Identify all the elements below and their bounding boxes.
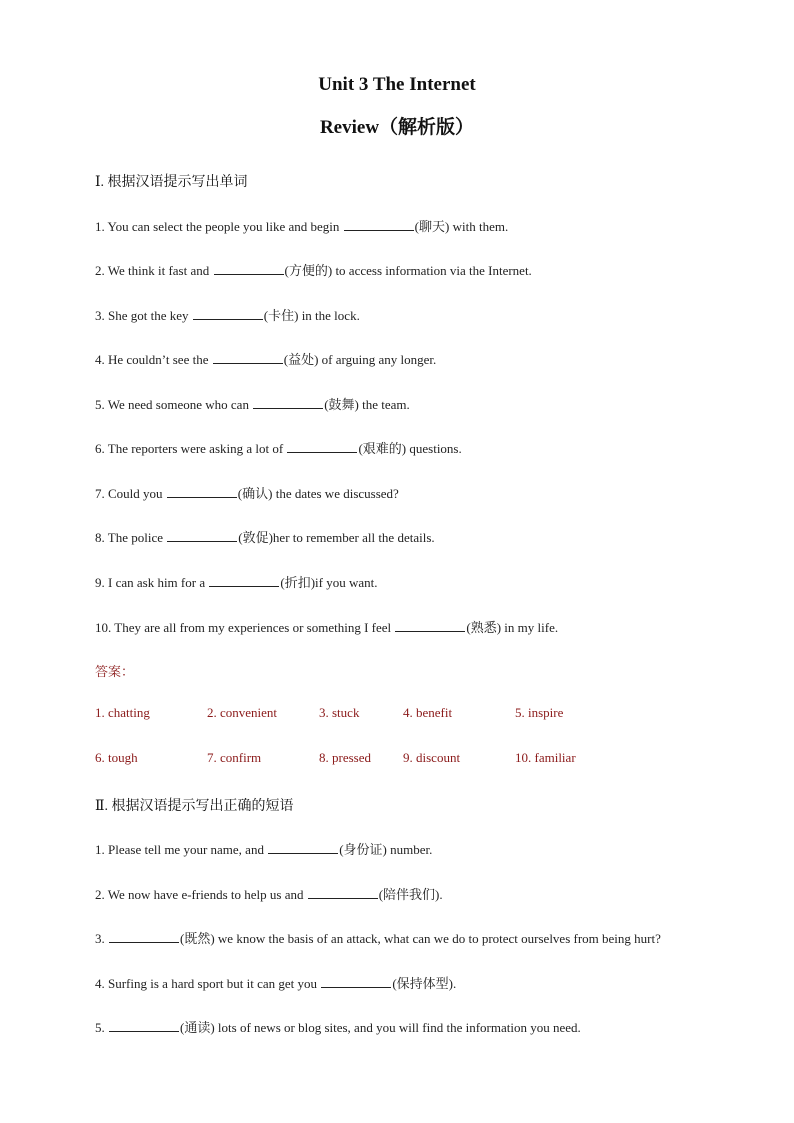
answer-item: 9. discount (403, 750, 461, 765)
question-item (95, 884, 443, 903)
answer-blank[interactable] (167, 485, 237, 498)
question-text-end: in my life. (501, 620, 559, 635)
answer-blank[interactable] (253, 396, 323, 409)
chinese-hint: (折扣) (280, 575, 316, 590)
chinese-hint: (益处) (283, 352, 319, 367)
answer-blank[interactable] (395, 619, 465, 632)
answer-item: 8. pressed (319, 750, 371, 765)
question-text: 1. You can select the people you like and begin (95, 219, 343, 234)
answer-blank[interactable] (214, 262, 284, 275)
question-text: 8. The police (95, 530, 167, 545)
chinese-hint: (保持体型) (392, 976, 453, 991)
question-text: 3. (95, 931, 108, 946)
answer-blank[interactable] (109, 930, 179, 943)
answer-item: 10. familiar (515, 750, 576, 765)
question-item (95, 305, 360, 324)
answer-blank[interactable] (209, 574, 279, 587)
chinese-hint: (通读) (180, 1020, 215, 1035)
chinese-hint: (艰难的) (358, 441, 407, 456)
question-item (95, 349, 436, 368)
question-item (95, 483, 399, 502)
question-text-end: in the lock. (298, 308, 360, 323)
question-text: 2. We now have e-friends to help us and (95, 887, 307, 902)
question-text: 1. Please tell me your name, and (95, 842, 268, 857)
question-text-end: . (452, 976, 457, 991)
question-text-end: lots of news or blog sites, and you will find the information you need. (214, 1020, 581, 1035)
question-text-end: to access information via the Internet. (332, 263, 532, 278)
answer-item: 2. convenient (207, 705, 278, 720)
chinese-hint: (敦促) (238, 530, 273, 545)
chinese-hint: (既然) (180, 931, 215, 946)
question-text-end: her to remember all the details. (272, 530, 435, 545)
question-item (95, 617, 558, 636)
section-2-heading: Ⅱ. 根据汉语提示写出正确的短语 (95, 799, 294, 814)
chinese-hint: (方便的) (284, 263, 333, 278)
answer-item: 7. confirm (207, 750, 262, 765)
chinese-hint: (熟悉) (466, 620, 502, 635)
question-item (95, 572, 378, 591)
question-text: 7. Could you (95, 486, 166, 501)
question-text: 9. I can ask him for a (95, 575, 209, 590)
question-item (95, 928, 661, 947)
question-text-end: with them. (449, 219, 509, 234)
section-1-heading: Ⅰ. 根据汉语提示写出单词 (95, 175, 248, 190)
answer-item: 6. tough (95, 750, 138, 765)
question-text: 5. We need someone who can (95, 397, 253, 412)
answer-blank[interactable] (193, 307, 263, 320)
answer-blank[interactable] (213, 351, 283, 364)
answer-label: 答案： (95, 664, 135, 679)
question-item (95, 1017, 581, 1036)
answer-item: 4. benefit (403, 705, 453, 720)
answer-blank[interactable] (308, 886, 378, 899)
question-text: 4. Surfing is a hard sport but it can get you (95, 976, 321, 991)
question-text-end: of arguing any longer. (318, 352, 437, 367)
question-item (95, 839, 432, 858)
chinese-hint: (身份证) (339, 842, 387, 857)
answer-item: 5. inspire (515, 705, 564, 720)
question-item (95, 438, 462, 457)
answer-blank[interactable] (109, 1019, 179, 1032)
question-text: 3. She got the key (95, 308, 192, 323)
question-item (95, 216, 508, 235)
answer-blank[interactable] (321, 975, 391, 988)
question-text-end: questions. (406, 441, 462, 456)
document-title: Unit 3 The Internet (318, 74, 476, 95)
question-item (95, 394, 410, 413)
answer-item: 3. stuck (319, 705, 360, 720)
question-text-end: we know the basis of an attack, what can we do to protect ourselves from being hurt? (214, 931, 661, 946)
question-text: 5. (95, 1020, 108, 1035)
question-text-end: number. (386, 842, 433, 857)
answer-blank[interactable] (344, 218, 414, 231)
chinese-hint: (确认) (237, 486, 273, 501)
chinese-hint: (聊天) (414, 219, 450, 234)
question-text: 2. We think it fast and (95, 263, 213, 278)
answer-item: 1. chatting (95, 705, 150, 720)
chinese-hint: (鼓舞) (324, 397, 359, 412)
question-text-end: if you want. (315, 575, 378, 590)
question-text-end: the team. (358, 397, 410, 412)
question-text: 4. He couldn’t see the (95, 352, 212, 367)
question-item (95, 527, 435, 546)
question-text: 10. They are all from my experiences or something I feel (95, 620, 395, 635)
question-text: 6. The reporters were asking a lot of (95, 441, 287, 456)
answer-blank[interactable] (167, 529, 237, 542)
question-item (95, 973, 456, 992)
document-subtitle: Review（解析版） (319, 117, 475, 138)
question-item (95, 260, 532, 279)
chinese-hint: (卡住) (263, 308, 299, 323)
question-text-end: . (439, 887, 443, 902)
answer-blank[interactable] (268, 841, 338, 854)
answer-blank[interactable] (287, 440, 357, 453)
chinese-hint: (陪伴我们) (378, 887, 440, 902)
question-text-end: the dates we discussed? (272, 486, 399, 501)
